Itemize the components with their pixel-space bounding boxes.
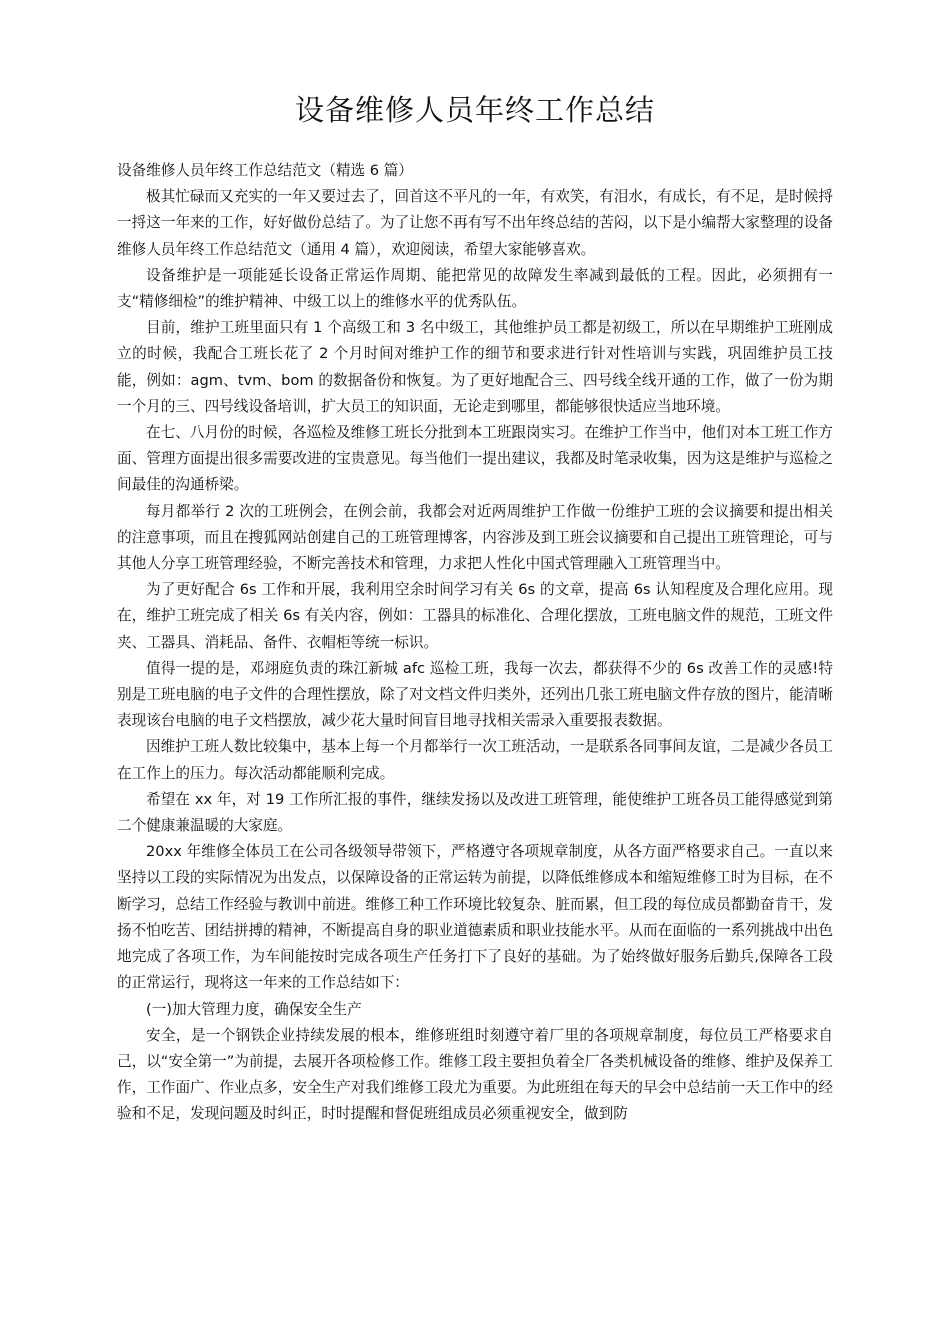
- paragraph: 为了更好配合 6s 工作和开展，我利用空余时间学习有关 6s 的文章，提高 6s 认知程度及合理化应用。现在，维护工班完成了相关 6s 有关内容，例如：工器具的标准化、合理化摆放，工班电脑文件的规范，工班文件夹、工器具、消耗品、备件、衣帽柜等统一标识。: [117, 581, 833, 651]
- paragraph: 极其忙碌而又充实的一年又要过去了，回首这不平凡的一年，有欢笑，有泪水，有成长，有不足，是时候捋一捋这一年来的工作，好好做份总结了。为了让您不再有写不出年终总结的苦闷，以下是小编帮大家整理的设备维修人员年终工作总结范文（通用 4 篇），欢迎阅读，希望大家能够喜欢。: [117, 188, 833, 258]
- document-title: 设备维修人员年终工作总结: [294, 93, 655, 127]
- paragraph: 20xx 年维修全体员工在公司各级领导带领下，严格遵守各项规章制度，从各方面严格要求自己。一直以来坚持以工段的实际情况为出发点，以保障设备的正常运转为前提，以降低维修成本和缩短维修工时为目标，在不断学习，总结工作经验与教训中前进。维修工种工作环境比较复杂、脏而累，但工段的每位成员都勤奋肯干，发扬不怕吃苦、团结拼搏的精神，不断提高自身的职业道德素质和职业技能水平。从而在面临的一系列挑战中出色地完成了各项工作，为车间能按时完成各项生产任务打下了良好的基础。为了始终做好服务后勤兵,保障各工段的正常运行，现将这一年来的工作总结如下：: [117, 843, 833, 992]
- paragraph: 设备维护是一项能延长设备正常运作周期、能把常见的故障发生率减到最低的工程。因此，必须拥有一支“精修细检”的维护精神、中级工以上的维修水平的优秀队伍。: [117, 266, 833, 311]
- paragraph: 值得一提的是，邓翊庭负责的珠江新城 afc 巡检工班，我每一次去，都获得不少的 6s 改善工作的灵感!特别是工班电脑的电子文件的合理性摆放，除了对文档文件归类外，还列出几张工班电脑文件存放的图片，能清晰表现该台电脑的电子文档摆放，减少花大量时间盲目地寻找相关需录入重要报表数据。: [117, 659, 833, 730]
- paragraph: 目前，维护工班里面只有 1 个高级工和 3 名中级工，其他维护员工都是初级工，所以在早期维护工班刚成立的时候，我配合工班长花了 2 个月时间对维护工作的细节和要求进行针对性培训与实践，巩固维护员工技能，例如：agm、tvm、bom 的数据备份和恢复。为了更好地配合三、四号线全线开通的工作，做了一份为期一个月的三、四号线设备培训，扩大员工的知识面，无论走到哪里，都能够很快适应当地环境。: [117, 319, 833, 415]
- paragraph: 希望在 xx 年，对 19 工作所汇报的事件，继续发扬以及改进工班管理，能使维护工班各员工能得感觉到第二个健康兼温暖的大家庭。: [117, 790, 833, 835]
- paragraph: 因维护工班人数比较集中，基本上每一个月都举行一次工班活动，一是联系各同事间友谊，二是减少各员工在工作上的压力。每次活动都能顺利完成。: [117, 738, 833, 782]
- section-heading: (一)加大管理力度，确保安全生产: [146, 1000, 362, 1018]
- paragraph: 每月都举行 2 次的工班例会，在例会前，我都会对近两周维护工作做一份维护工班的会议摘要和提出相关的注意事项，而且在搜狐网站创建自己的工班管理博客，内容涉及到工班会议摘要和自己提出工班管理论，可与其他人分享工班管理经验，不断完善技术和管理，力求把人性化中国式管理融入工班管理当中。: [117, 502, 833, 573]
- paragraph: 安全，是一个钢铁企业持续发展的根本，维修班组时刻遵守着厂里的各项规章制度，每位员工严格要求自己，以“安全第一”为前提，去展开各项检修工作。维修工段主要担负着全厂各类机械设备的维修、维护及保养工作，工作面广、作业点多，安全生产对我们维修工段尤为重要。为此班组在每天的早会中总结前一天工作中的经验和不足，发现问题及时纠正，时时提醒和督促班组成员必须重视安全，做到防: [117, 1026, 833, 1123]
- paragraph: 在七、八月份的时候，各巡检及维修工班长分批到本工班跟岗实习。在维护工作当中，他们对本工班工作方面、管理方面提出很多需要改进的宝贵意见。每当他们一提出建议，我都及时笔录收集，因为这是维护与巡检之间最佳的沟通桥梁。: [117, 424, 833, 494]
- document-subtitle: 设备维修人员年终工作总结范文（精选 6 篇）: [117, 162, 413, 179]
- document-body: [117, 158, 833, 1128]
